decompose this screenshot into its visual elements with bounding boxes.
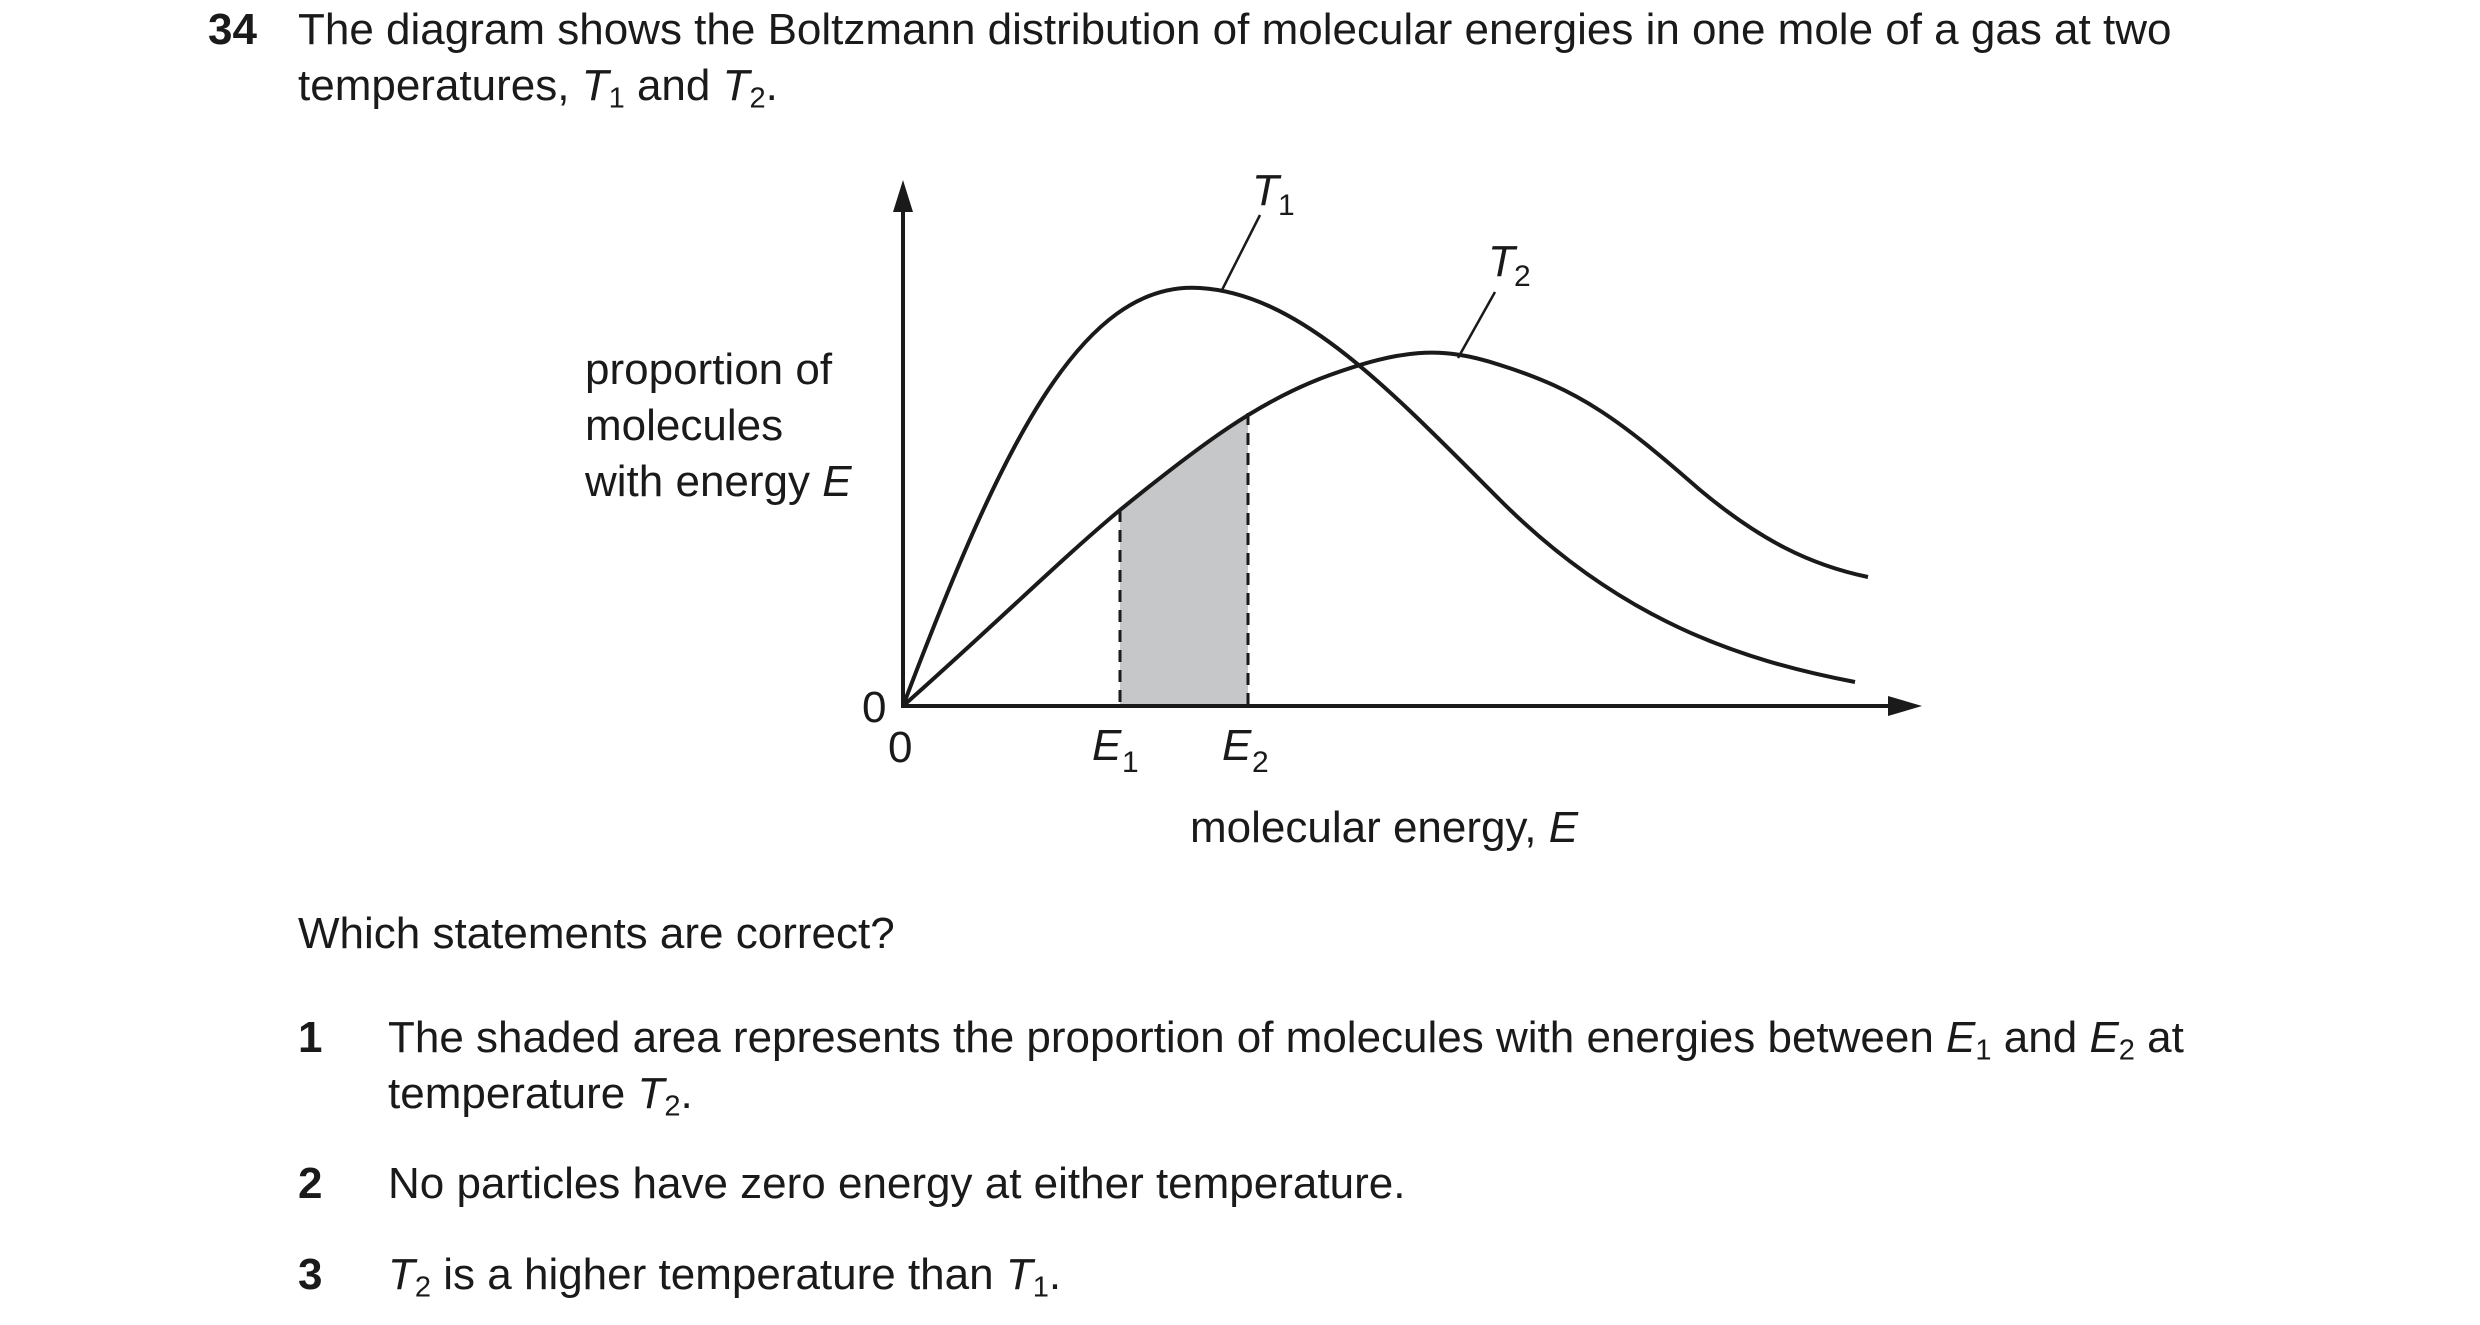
stem-t1-sub: 1 bbox=[608, 82, 625, 115]
curve-t1-sub: 1 bbox=[1278, 189, 1295, 222]
statement-1-e2-sub: 2 bbox=[2118, 1034, 2135, 1067]
statement-1-t2: T bbox=[637, 1069, 665, 1118]
stem-t1: T bbox=[581, 61, 609, 110]
statement-2-number: 2 bbox=[298, 1159, 323, 1208]
statement-3-t1: T bbox=[1005, 1250, 1033, 1299]
stem-t2-sub: 2 bbox=[749, 82, 766, 115]
statement-3-t2-sub: 2 bbox=[414, 1271, 432, 1304]
stem-and: and bbox=[624, 61, 723, 110]
shaded-area bbox=[1120, 413, 1248, 705]
y-axis-label-line1: proportion of bbox=[585, 345, 833, 394]
x-origin-label: 0 bbox=[888, 723, 913, 772]
statement-1-part-b: at temperature bbox=[388, 1013, 2184, 1118]
statement-3-t1-sub: 1 bbox=[1032, 1271, 1049, 1304]
statement-1-part-a: The shaded area represents the proportion of molecules with energies between bbox=[388, 1013, 1947, 1062]
x-axis-arrowhead bbox=[1888, 696, 1922, 716]
stem-t2: T bbox=[722, 61, 750, 110]
e1-label: E bbox=[1092, 721, 1122, 770]
curve-t2 bbox=[903, 353, 1868, 706]
y-axis-label-line2: molecules bbox=[585, 401, 784, 450]
curve-t1-label: T bbox=[1252, 166, 1279, 215]
statement-1-e1: E bbox=[1946, 1013, 1976, 1062]
stem-text: The diagram shows the Boltzmann distribution of molecular energies in one mole of a gas at two temperatures, bbox=[298, 5, 2172, 110]
t2-leader-line bbox=[1458, 292, 1495, 358]
y-axis-label-line3: with energy E bbox=[585, 457, 852, 506]
statement-1-number: 1 bbox=[298, 1013, 323, 1062]
statement-3-t2: T bbox=[388, 1250, 415, 1299]
statement-3-number: 3 bbox=[298, 1250, 323, 1299]
curve-t2-label: T bbox=[1488, 237, 1515, 286]
statement-3-middle: is a higher temperature than bbox=[431, 1250, 1006, 1299]
statement-1-t2-sub: 2 bbox=[664, 1090, 681, 1123]
statement-1-end: . bbox=[680, 1069, 693, 1118]
e2-label: E bbox=[1222, 721, 1252, 770]
e1-sub: 1 bbox=[1122, 746, 1139, 779]
statement-3-end: . bbox=[1048, 1250, 1062, 1299]
statement-1-and: and bbox=[1991, 1013, 2090, 1062]
question-prompt: Which statements are correct? bbox=[298, 909, 895, 958]
y-origin-label: 0 bbox=[862, 683, 887, 732]
t1-leader-line bbox=[1222, 215, 1260, 290]
statement-1-text bbox=[388, 1010, 2398, 1122]
statement-1-e2: E bbox=[2089, 1013, 2119, 1062]
curve-t1 bbox=[903, 288, 1855, 706]
e2-sub: 2 bbox=[1252, 746, 1269, 779]
statement-1-e1-sub: 1 bbox=[1975, 1034, 1992, 1067]
stem-end: . bbox=[765, 61, 778, 110]
y-axis-arrowhead bbox=[893, 180, 913, 212]
curve-t2-sub: 2 bbox=[1514, 260, 1531, 293]
question-number: 34 bbox=[208, 5, 257, 54]
statement-3-text bbox=[388, 1247, 2398, 1303]
x-axis-label: molecular energy, E bbox=[1190, 803, 1579, 852]
statement-2-text: No particles have zero energy at either temperature. bbox=[388, 1159, 1406, 1208]
